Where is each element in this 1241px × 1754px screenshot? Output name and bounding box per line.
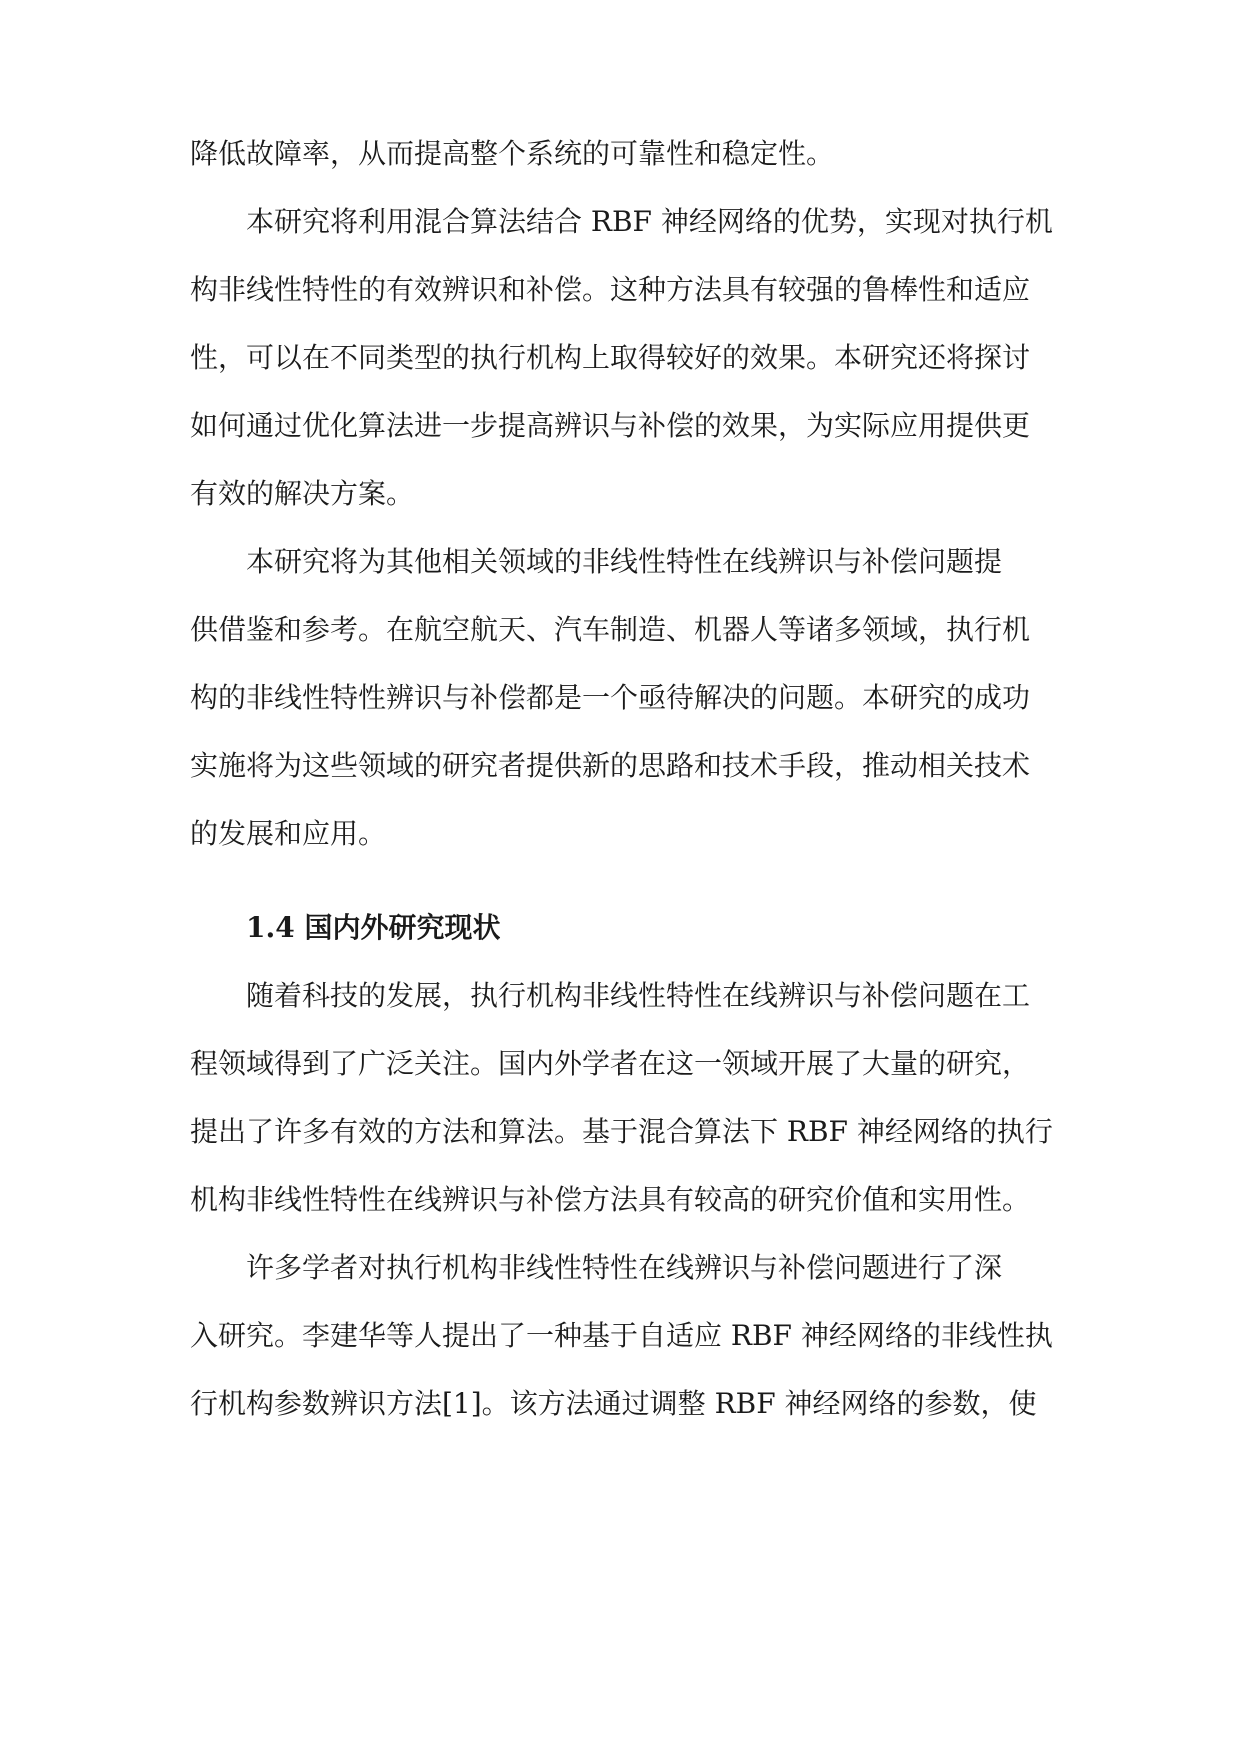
paragraph-line: 本研究将利用混合算法结合 RBF 神经网络的优势，实现对执行机 [246, 205, 1053, 238]
paragraph-line: 如何通过优化算法进一步提高辨识与补偿的效果，为实际应用提供更 [190, 409, 1031, 442]
paragraph-line: 程领域得到了广泛关注。国内外学者在这一领域开展了大量的研究， [190, 1047, 1031, 1080]
paragraph-line: 性，可以在不同类型的执行机构上取得较好的效果。本研究还将探讨 [190, 341, 1031, 374]
paragraph-line: 本研究将为其他相关领域的非线性特性在线辨识与补偿问题提 [246, 545, 1003, 578]
paragraph-line: 许多学者对执行机构非线性特性在线辨识与补偿问题进行了深 [246, 1251, 1003, 1284]
paragraph-line: 降低故障率，从而提高整个系统的可靠性和稳定性。 [190, 137, 835, 170]
paragraph-line: 机构非线性特性在线辨识与补偿方法具有较高的研究价值和实用性。 [190, 1183, 1031, 1216]
paragraph-line: 入研究。李建华等人提出了一种基于自适应 RBF 神经网络的非线性执 [190, 1319, 1053, 1352]
paragraph-line: 实施将为这些领域的研究者提供新的思路和技术手段，推动相关技术 [190, 749, 1031, 782]
paragraph-line: 提出了许多有效的方法和算法。基于混合算法下 RBF 神经网络的执行 [190, 1115, 1053, 1148]
paragraph-line: 有效的解决方案。 [190, 477, 415, 510]
paragraph-line: 构非线性特性的有效辨识和补偿。这种方法具有较强的鲁棒性和适应 [190, 273, 1031, 306]
paragraph-line: 随着科技的发展，执行机构非线性特性在线辨识与补偿问题在工 [246, 979, 1031, 1012]
paragraph-line: 行机构参数辨识方法[1]。该方法通过调整 RBF 神经网络的参数，使 [190, 1387, 1037, 1420]
paragraph-line: 的发展和应用。 [190, 817, 387, 850]
paragraph-line: 构的非线性特性辨识与补偿都是一个亟待解决的问题。本研究的成功 [190, 681, 1031, 714]
section-heading: 1.4 国内外研究现状 [246, 911, 501, 944]
paragraph-line: 供借鉴和参考。在航空航天、汽车制造、机器人等诸多领域，执行机 [190, 613, 1031, 646]
